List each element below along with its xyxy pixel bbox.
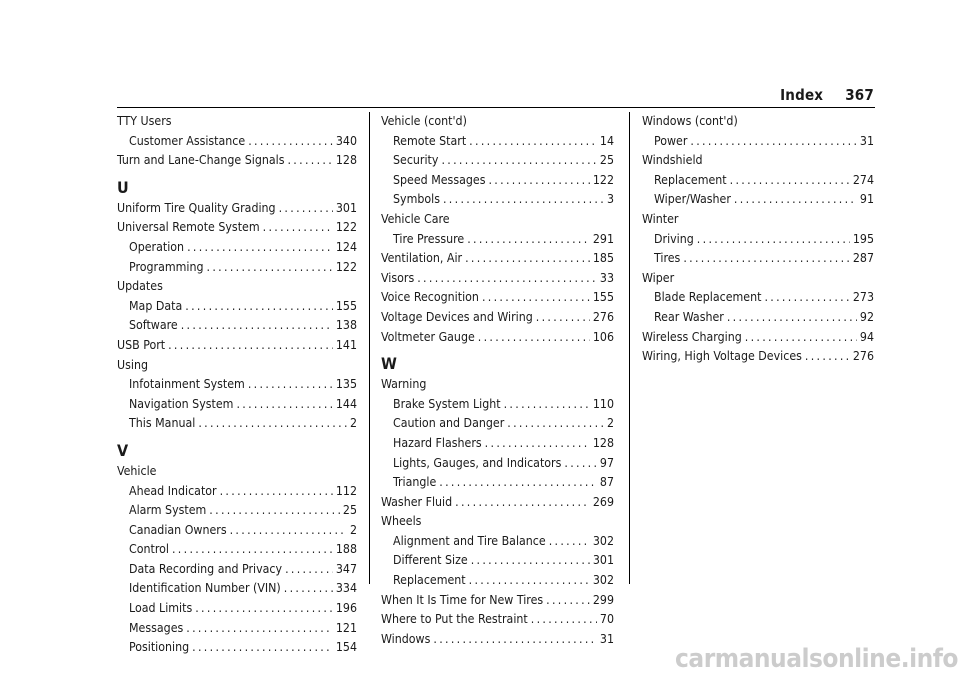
index-subentry bbox=[117, 579, 357, 599]
index-subentry bbox=[381, 571, 614, 591]
index-heading: Winter bbox=[642, 211, 679, 226]
entry-term: USB Port bbox=[117, 337, 166, 352]
entry-page-number: 274 bbox=[852, 172, 874, 187]
dot-leader bbox=[485, 434, 590, 454]
entry-term: Map Data bbox=[129, 298, 183, 313]
entry-page-number: 31 bbox=[859, 133, 874, 148]
index-subentry bbox=[117, 395, 357, 415]
dot-leader bbox=[287, 151, 332, 171]
index-subentry bbox=[381, 190, 614, 210]
index-subentry bbox=[117, 238, 357, 258]
entry-term: Navigation System bbox=[129, 396, 234, 411]
entry-page-number: 154 bbox=[335, 640, 357, 655]
index-subentry bbox=[642, 190, 874, 210]
entry-page-number: 276 bbox=[852, 349, 874, 364]
entry-page-number: 91 bbox=[859, 192, 874, 207]
entry-term: Messages bbox=[129, 620, 184, 635]
dot-leader bbox=[236, 395, 332, 415]
dot-leader bbox=[284, 579, 333, 599]
index-subentry bbox=[381, 414, 614, 434]
dot-leader bbox=[697, 230, 850, 250]
index-entry bbox=[381, 493, 614, 513]
index-subentry bbox=[117, 638, 357, 658]
index-subentry bbox=[381, 151, 614, 171]
index-entry bbox=[117, 218, 357, 238]
entry-term: Where to Put the Restraint bbox=[381, 612, 528, 627]
dot-leader bbox=[536, 308, 590, 328]
index-subentry bbox=[117, 540, 357, 560]
dot-leader bbox=[443, 190, 604, 210]
dot-leader bbox=[727, 308, 857, 328]
index-heading: Vehicle (cont'd) bbox=[381, 114, 467, 128]
index-heading: Wheels bbox=[381, 514, 422, 529]
entry-page-number: 188 bbox=[335, 542, 357, 557]
dot-leader bbox=[279, 199, 333, 219]
index-heading: Using bbox=[117, 357, 148, 372]
dot-leader bbox=[455, 493, 590, 513]
index-subentry bbox=[642, 132, 874, 152]
entry-term: Washer Fluid bbox=[381, 494, 453, 509]
dot-leader bbox=[181, 316, 333, 336]
dot-leader bbox=[683, 249, 850, 269]
index-subentry bbox=[117, 297, 357, 317]
index-subentry bbox=[117, 501, 357, 521]
dot-leader bbox=[185, 297, 333, 317]
index-heading: Wiper bbox=[642, 270, 675, 285]
entry-term: Data Recording and Privacy bbox=[129, 561, 283, 576]
entry-term: Software bbox=[129, 318, 178, 333]
dot-leader bbox=[805, 347, 850, 367]
entry-term: Alarm System bbox=[129, 503, 207, 518]
entry-term: Canadian Owners bbox=[129, 522, 227, 537]
index-subentry bbox=[642, 308, 874, 328]
index-subentry bbox=[381, 473, 614, 493]
index-subentry bbox=[381, 434, 614, 454]
entry-page-number: 195 bbox=[852, 231, 874, 246]
dot-leader bbox=[172, 540, 333, 560]
dot-leader bbox=[230, 521, 347, 541]
entry-page-number: 276 bbox=[592, 309, 614, 324]
entry-term: Windows bbox=[381, 631, 431, 646]
dot-leader bbox=[478, 328, 590, 348]
entry-term: Symbols bbox=[393, 192, 440, 207]
entry-page-number: 31 bbox=[599, 631, 614, 646]
dot-leader bbox=[488, 171, 589, 191]
entry-term: Ahead Indicator bbox=[129, 483, 217, 498]
section-letter: W bbox=[381, 354, 397, 374]
entry-term: Infotainment System bbox=[129, 377, 245, 392]
entry-term: This Manual bbox=[129, 416, 196, 431]
index-heading: Windows (cont'd) bbox=[642, 114, 738, 128]
index-entry bbox=[381, 269, 614, 289]
entry-term: Alignment and Tire Balance bbox=[393, 533, 546, 548]
page-header bbox=[780, 86, 874, 104]
entry-page-number: 155 bbox=[592, 290, 614, 305]
entry-page-number: 299 bbox=[592, 592, 614, 607]
dot-leader bbox=[263, 218, 333, 238]
entry-page-number: 301 bbox=[592, 553, 614, 568]
entry-page-number: 122 bbox=[335, 259, 357, 274]
index-entry bbox=[381, 308, 614, 328]
index-subentry bbox=[381, 171, 614, 191]
entry-term: Triangle bbox=[393, 475, 437, 490]
entry-page-number: 97 bbox=[599, 455, 614, 470]
entry-page-number: 122 bbox=[335, 220, 357, 235]
entry-page-number: 94 bbox=[859, 329, 874, 344]
index-entry bbox=[117, 199, 357, 219]
entry-page-number: 124 bbox=[335, 239, 357, 254]
dot-leader bbox=[734, 190, 857, 210]
dot-leader bbox=[220, 482, 333, 502]
entry-page-number: 25 bbox=[599, 153, 614, 168]
index-subentry bbox=[381, 230, 614, 250]
entry-page-number: 269 bbox=[592, 494, 614, 509]
index-heading: Warning bbox=[381, 377, 427, 392]
index-entry bbox=[381, 328, 614, 348]
index-subentry bbox=[117, 375, 357, 395]
entry-page-number: 302 bbox=[592, 573, 614, 588]
entry-page-number: 144 bbox=[335, 396, 357, 411]
entry-page-number: 301 bbox=[335, 200, 357, 215]
dot-leader bbox=[469, 571, 590, 591]
entry-page-number: 92 bbox=[859, 309, 874, 324]
entry-page-number: 14 bbox=[599, 133, 614, 148]
entry-term: Universal Remote System bbox=[117, 220, 260, 235]
entry-page-number: 287 bbox=[852, 251, 874, 266]
index-heading: Updates bbox=[117, 279, 163, 294]
index-subentry bbox=[117, 414, 357, 434]
dot-leader bbox=[417, 269, 597, 289]
dot-leader bbox=[504, 395, 590, 415]
dot-leader bbox=[168, 336, 333, 356]
index-subentry bbox=[117, 132, 357, 152]
entry-term: Remote Start bbox=[393, 133, 467, 148]
dot-leader bbox=[467, 230, 590, 250]
index-subentry bbox=[117, 258, 357, 278]
dot-leader bbox=[198, 414, 347, 434]
entry-term: Power bbox=[654, 133, 688, 148]
entry-term: Security bbox=[393, 153, 439, 168]
entry-term: Driving bbox=[654, 231, 694, 246]
entry-term: Voice Recognition bbox=[381, 290, 479, 305]
dot-leader bbox=[469, 132, 597, 152]
entry-page-number: 302 bbox=[592, 533, 614, 548]
entry-term: Replacement bbox=[654, 172, 727, 187]
entry-page-number: 87 bbox=[599, 475, 614, 490]
index-subentry bbox=[642, 249, 874, 269]
dot-leader bbox=[248, 132, 333, 152]
index-entry bbox=[117, 151, 357, 171]
entry-term: When It Is Time for New Tires bbox=[381, 592, 544, 607]
dot-leader bbox=[730, 171, 850, 191]
dot-leader bbox=[433, 630, 597, 650]
entry-page-number: 2 bbox=[606, 416, 614, 431]
index-column-1 bbox=[117, 112, 357, 658]
index-subentry bbox=[117, 619, 357, 639]
dot-leader bbox=[195, 599, 333, 619]
dot-leader bbox=[192, 638, 333, 658]
entry-term: Customer Assistance bbox=[129, 133, 246, 148]
index-subentry bbox=[117, 599, 357, 619]
entry-page-number: 122 bbox=[592, 172, 614, 187]
index-subentry bbox=[642, 171, 874, 191]
entry-page-number: 110 bbox=[592, 396, 614, 411]
dot-leader bbox=[187, 238, 333, 258]
dot-leader bbox=[207, 258, 333, 278]
section-letter: U bbox=[117, 177, 129, 197]
index-entry bbox=[117, 336, 357, 356]
entry-term: Turn and Lane-Change Signals bbox=[117, 153, 285, 168]
entry-page-number: 2 bbox=[349, 522, 357, 537]
entry-term: Load Limits bbox=[129, 601, 193, 616]
entry-page-number: 334 bbox=[335, 581, 357, 596]
index-subentry bbox=[117, 482, 357, 502]
index-entry bbox=[381, 249, 614, 269]
dot-leader bbox=[248, 375, 333, 395]
entry-term: Tire Pressure bbox=[393, 231, 465, 246]
index-heading: Windshield bbox=[642, 153, 703, 168]
entry-page-number: 138 bbox=[335, 318, 357, 333]
entry-page-number: 33 bbox=[599, 270, 614, 285]
dot-leader bbox=[531, 610, 597, 630]
index-heading: TTY Users bbox=[117, 114, 172, 128]
entry-term: Identification Number (VIN) bbox=[129, 581, 281, 596]
entry-page-number: 155 bbox=[335, 298, 357, 313]
entry-page-number: 128 bbox=[592, 435, 614, 450]
entry-term: Voltage Devices and Wiring bbox=[381, 309, 533, 324]
entry-page-number: 273 bbox=[852, 290, 874, 305]
index-heading: Vehicle bbox=[117, 463, 157, 478]
entry-term: Rear Washer bbox=[654, 309, 724, 324]
entry-page-number: 291 bbox=[592, 231, 614, 246]
entry-page-number: 70 bbox=[599, 612, 614, 627]
entry-term: Different Size bbox=[393, 553, 468, 568]
index-subentry bbox=[381, 551, 614, 571]
dot-leader bbox=[285, 560, 333, 580]
dot-leader bbox=[546, 591, 590, 611]
entry-term: Lights, Gauges, and Indicators bbox=[393, 455, 562, 470]
dot-leader bbox=[471, 551, 590, 571]
dot-leader bbox=[507, 414, 604, 434]
entry-term: Operation bbox=[129, 239, 185, 254]
entry-term: Visors bbox=[381, 270, 415, 285]
entry-term: Wireless Charging bbox=[642, 329, 742, 344]
dot-leader bbox=[186, 619, 333, 639]
entry-term: Blade Replacement bbox=[654, 290, 762, 305]
index-column-3 bbox=[642, 112, 874, 367]
entry-page-number: 2 bbox=[349, 416, 357, 431]
entry-term: Speed Messages bbox=[393, 172, 486, 187]
index-entry bbox=[381, 610, 614, 630]
dot-leader bbox=[564, 454, 597, 474]
index-entry bbox=[381, 591, 614, 611]
entry-term: Tires bbox=[654, 251, 681, 266]
entry-page-number: 25 bbox=[342, 503, 357, 518]
entry-term: Positioning bbox=[129, 640, 190, 655]
column-divider-1 bbox=[369, 112, 370, 584]
index-subentry bbox=[381, 532, 614, 552]
column-divider-2 bbox=[629, 112, 630, 584]
header-rule bbox=[117, 107, 875, 108]
index-heading: Vehicle Care bbox=[381, 211, 450, 226]
entry-page-number: 340 bbox=[335, 133, 357, 148]
entry-term: Hazard Flashers bbox=[393, 435, 482, 450]
entry-term: Replacement bbox=[393, 573, 466, 588]
entry-term: Control bbox=[129, 542, 169, 557]
index-subentry bbox=[117, 521, 357, 541]
index-subentry bbox=[117, 316, 357, 336]
entry-term: Wiring, High Voltage Devices bbox=[642, 349, 802, 364]
entry-term: Programming bbox=[129, 259, 204, 274]
entry-page-number: 128 bbox=[335, 153, 357, 168]
index-subentry bbox=[642, 230, 874, 250]
dot-leader bbox=[764, 288, 849, 308]
section-letter: V bbox=[117, 440, 129, 460]
index-column-2 bbox=[381, 112, 614, 649]
watermark: carmanualsonline.info bbox=[675, 644, 958, 674]
entry-term: Ventilation, Air bbox=[381, 251, 463, 266]
entry-term: Voltmeter Gauge bbox=[381, 329, 475, 344]
entry-page-number: 106 bbox=[592, 329, 614, 344]
section-title: Index bbox=[780, 86, 824, 104]
entry-page-number: 112 bbox=[335, 483, 357, 498]
index-subentry bbox=[381, 395, 614, 415]
dot-leader bbox=[690, 132, 857, 152]
entry-page-number: 185 bbox=[592, 251, 614, 266]
index-subentry bbox=[117, 560, 357, 580]
dot-leader bbox=[549, 532, 590, 552]
dot-leader bbox=[441, 151, 596, 171]
index-subentry bbox=[381, 132, 614, 152]
entry-page-number: 196 bbox=[335, 601, 357, 616]
index-entry bbox=[381, 288, 614, 308]
dot-leader bbox=[209, 501, 340, 521]
index-entry bbox=[642, 328, 874, 348]
entry-page-number: 141 bbox=[335, 337, 357, 352]
entry-term: Brake System Light bbox=[393, 396, 501, 411]
entry-page-number: 135 bbox=[335, 377, 357, 392]
entry-page-number: 3 bbox=[606, 192, 614, 207]
index-entry bbox=[381, 630, 614, 650]
index-subentry bbox=[381, 454, 614, 474]
page-number: 367 bbox=[845, 86, 874, 104]
entry-term: Wiper/Washer bbox=[654, 192, 731, 207]
entry-page-number: 347 bbox=[335, 561, 357, 576]
index-subentry bbox=[642, 288, 874, 308]
dot-leader bbox=[482, 288, 590, 308]
dot-leader bbox=[465, 249, 590, 269]
dot-leader bbox=[745, 328, 857, 348]
dot-leader bbox=[439, 473, 597, 493]
index-entry bbox=[642, 347, 874, 367]
entry-term: Uniform Tire Quality Grading bbox=[117, 200, 276, 215]
entry-term: Caution and Danger bbox=[393, 416, 505, 431]
entry-page-number: 121 bbox=[335, 620, 357, 635]
